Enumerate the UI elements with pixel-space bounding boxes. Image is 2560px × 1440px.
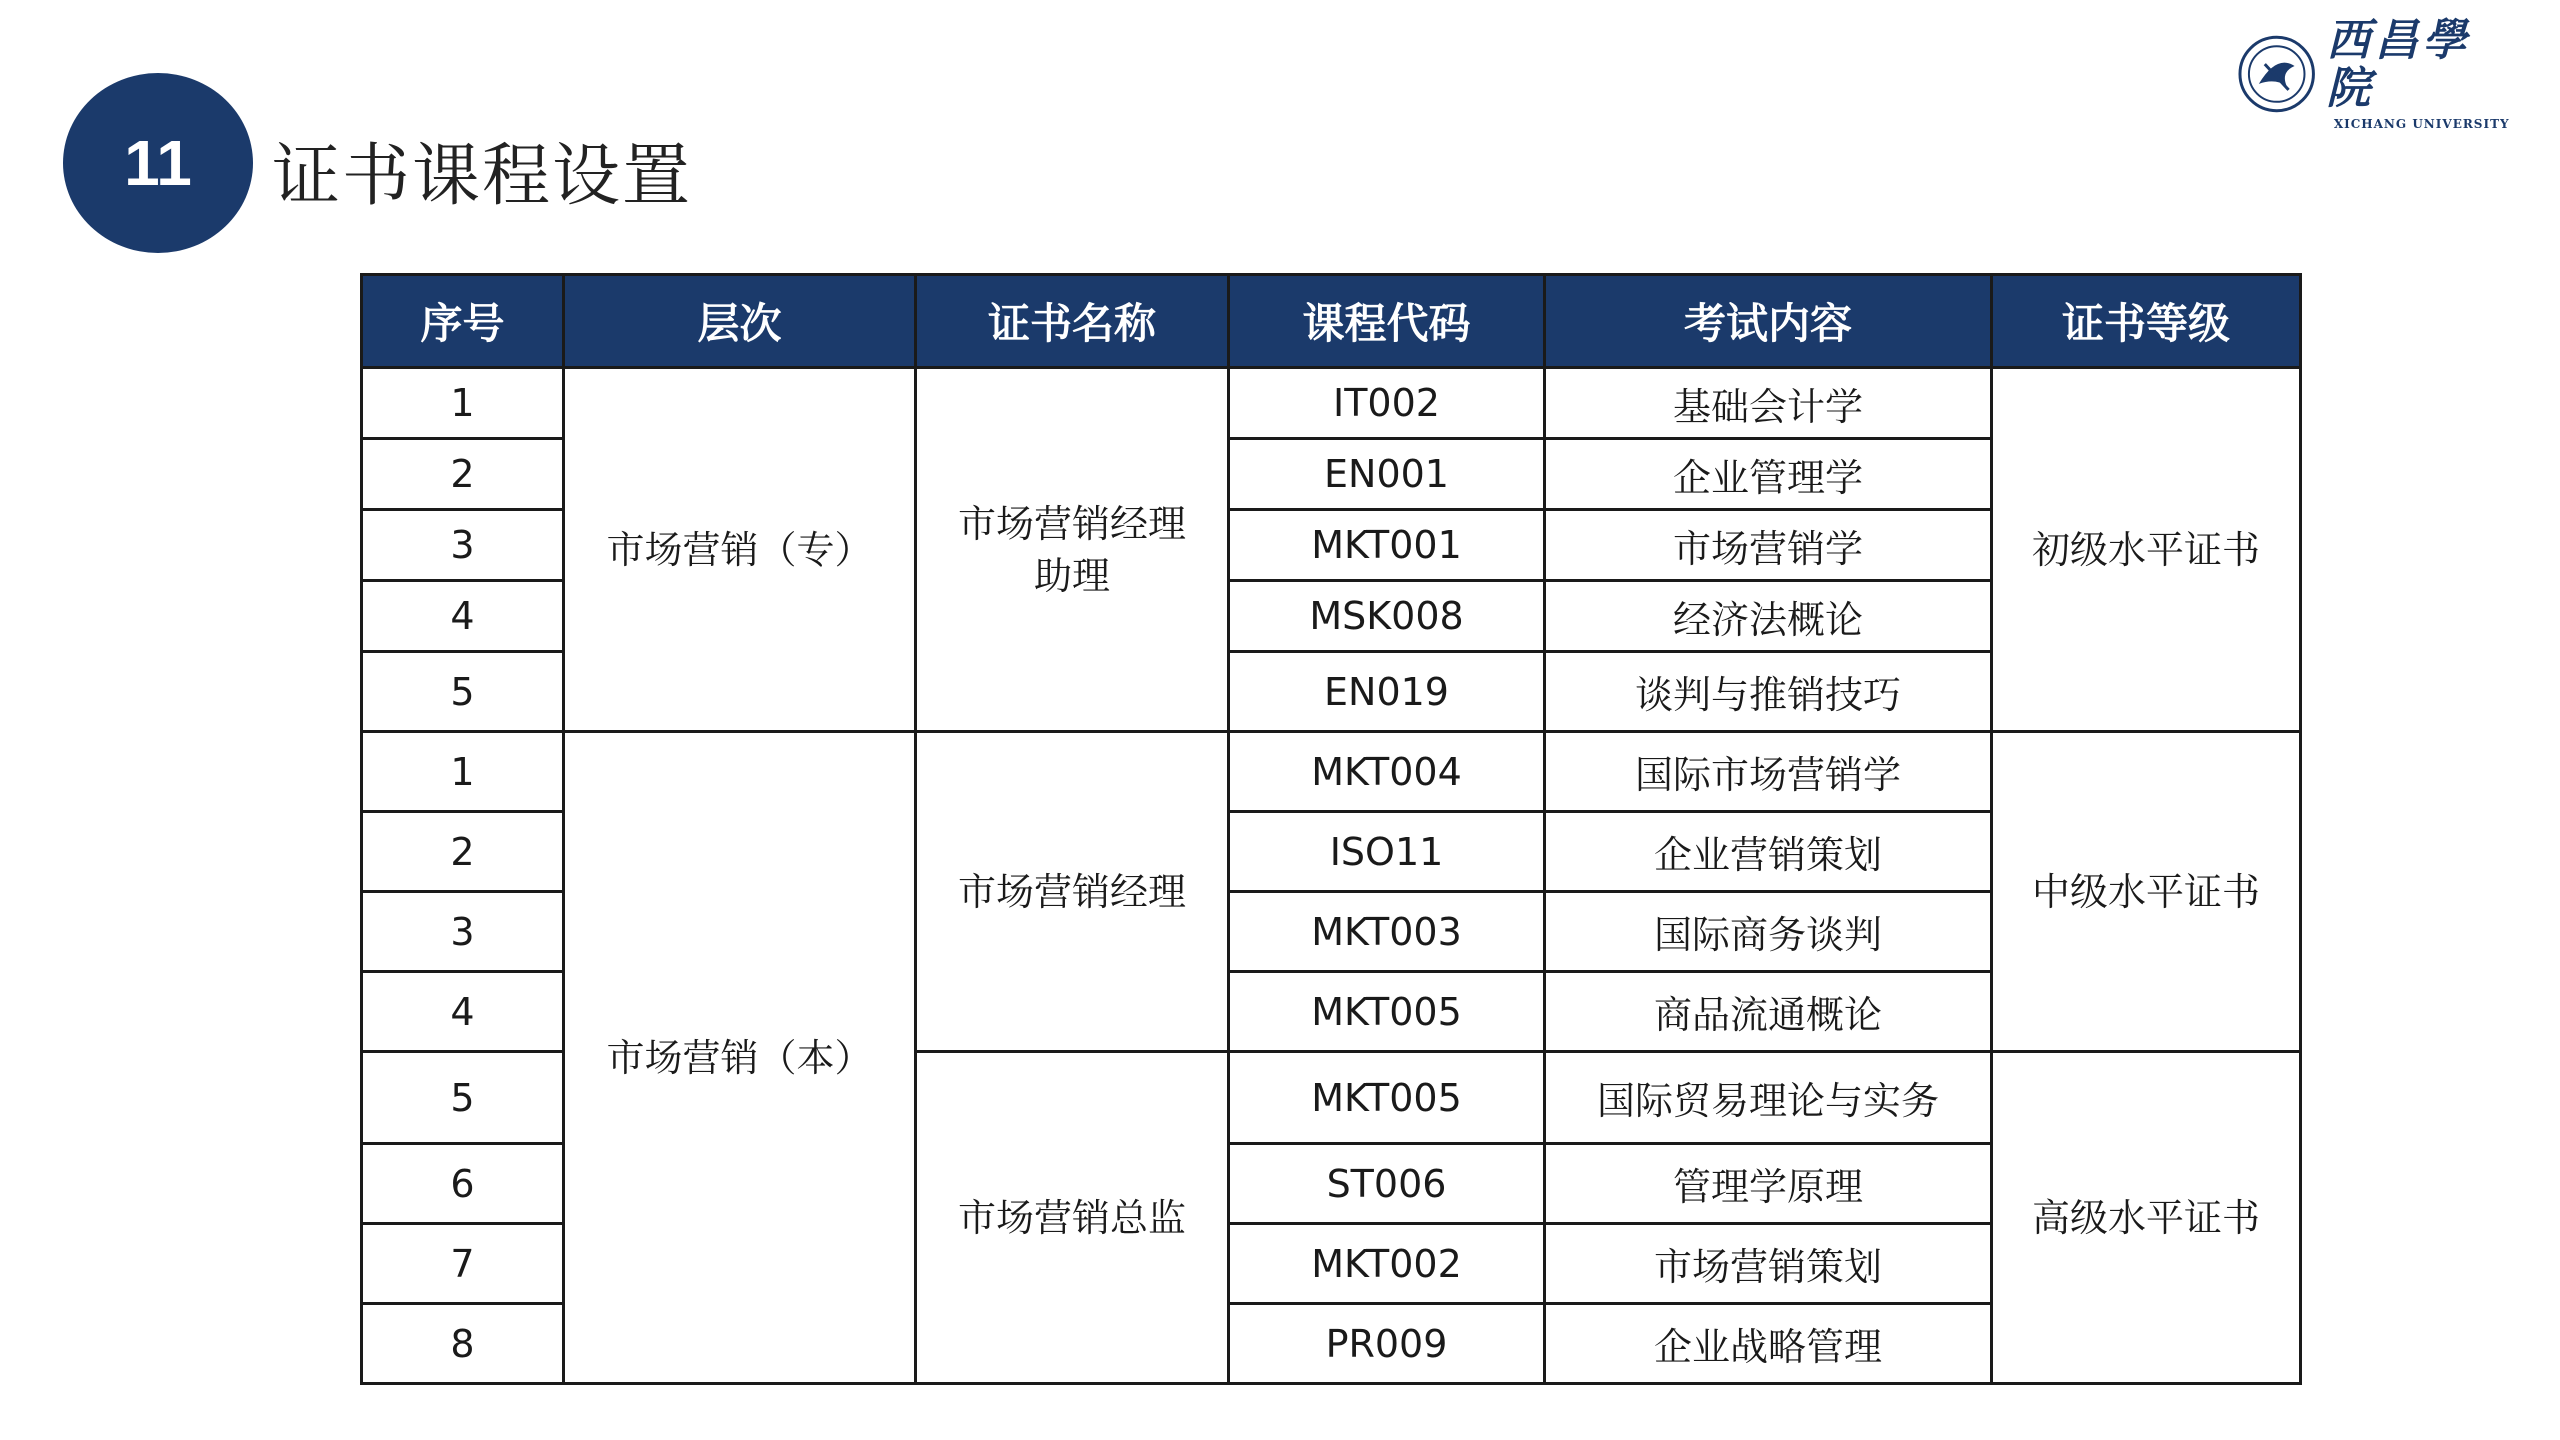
course-code: MKT004: [1229, 732, 1545, 812]
course-code: MKT002: [1229, 1224, 1545, 1304]
row-index: 2: [362, 812, 564, 892]
row-index: 1: [362, 732, 564, 812]
page-title: 证书课程设置: [272, 137, 693, 216]
row-index: 4: [362, 972, 564, 1052]
course-code: MKT005: [1229, 1052, 1545, 1144]
exam-content: 商品流通概论: [1545, 972, 1992, 1052]
row-index: 6: [362, 1144, 564, 1224]
cert-grade-cell: 初级水平证书: [1992, 368, 2301, 732]
exam-content: 经济法概论: [1545, 581, 1992, 652]
row-index: 2: [362, 439, 564, 510]
exam-content: 基础会计学: [1545, 368, 1992, 439]
course-code: EN001: [1229, 439, 1545, 510]
course-code: MKT005: [1229, 972, 1545, 1052]
header-cert-grade: 证书等级: [1992, 275, 2301, 368]
exam-content: 谈判与推销技巧: [1545, 652, 1992, 732]
course-code: ISO11: [1229, 812, 1545, 892]
section-number: 11: [124, 127, 192, 199]
row-index: 4: [362, 581, 564, 652]
table-row: [362, 368, 2301, 439]
exam-content: 市场营销策划: [1545, 1224, 1992, 1304]
row-index: 5: [362, 1052, 564, 1144]
course-code: MSK008: [1229, 581, 1545, 652]
exam-content: 企业营销策划: [1545, 812, 1992, 892]
course-code: MKT001: [1229, 510, 1545, 581]
cert-name-cell: 市场营销总监: [916, 1052, 1229, 1384]
header-index: 序号: [362, 275, 564, 368]
logo-chinese-name: 西昌學院: [2326, 15, 2471, 114]
logo-english-name: XICHANG UNIVERSITY: [2333, 117, 2510, 131]
header-level: 层次: [564, 275, 916, 368]
level-cell: 市场营销（专）: [564, 368, 916, 732]
exam-content: 市场营销学: [1545, 510, 1992, 581]
header-exam-content: 考试内容: [1545, 275, 1992, 368]
cert-name-cell: 市场营销经理: [916, 732, 1229, 1052]
exam-content: 企业管理学: [1545, 439, 1992, 510]
row-index: 5: [362, 652, 564, 732]
table-row: [362, 732, 2301, 812]
course-code: ST006: [1229, 1144, 1545, 1224]
course-code: MKT003: [1229, 892, 1545, 972]
exam-content: 国际贸易理论与实务: [1545, 1052, 1992, 1144]
header-course-code: 课程代码: [1229, 275, 1545, 368]
course-code: IT002: [1229, 368, 1545, 439]
header-cert-name: 证书名称: [916, 275, 1229, 368]
certificate-course-table: [360, 273, 2302, 1385]
cert-name-cell: 市场营销经理 助理: [916, 368, 1229, 732]
section-number-badge: [63, 73, 253, 253]
cert-grade-cell: 中级水平证书: [1992, 732, 2301, 1052]
exam-content: 管理学原理: [1545, 1144, 1992, 1224]
course-code: EN019: [1229, 652, 1545, 732]
exam-content: 国际商务谈判: [1545, 892, 1992, 972]
university-logo: [2237, 15, 2517, 131]
row-index: 8: [362, 1304, 564, 1384]
cert-grade-cell: 高级水平证书: [1992, 1052, 2301, 1384]
row-index: 7: [362, 1224, 564, 1304]
course-code: PR009: [1229, 1304, 1545, 1384]
row-index: 3: [362, 892, 564, 972]
exam-content: 国际市场营销学: [1545, 732, 1992, 812]
exam-content: 企业战略管理: [1545, 1304, 1992, 1384]
row-index: 3: [362, 510, 564, 581]
university-seal-icon: [2237, 34, 2316, 114]
level-cell: 市场营销（本）: [564, 732, 916, 1384]
table-header-row: [362, 275, 2301, 368]
row-index: 1: [362, 368, 564, 439]
